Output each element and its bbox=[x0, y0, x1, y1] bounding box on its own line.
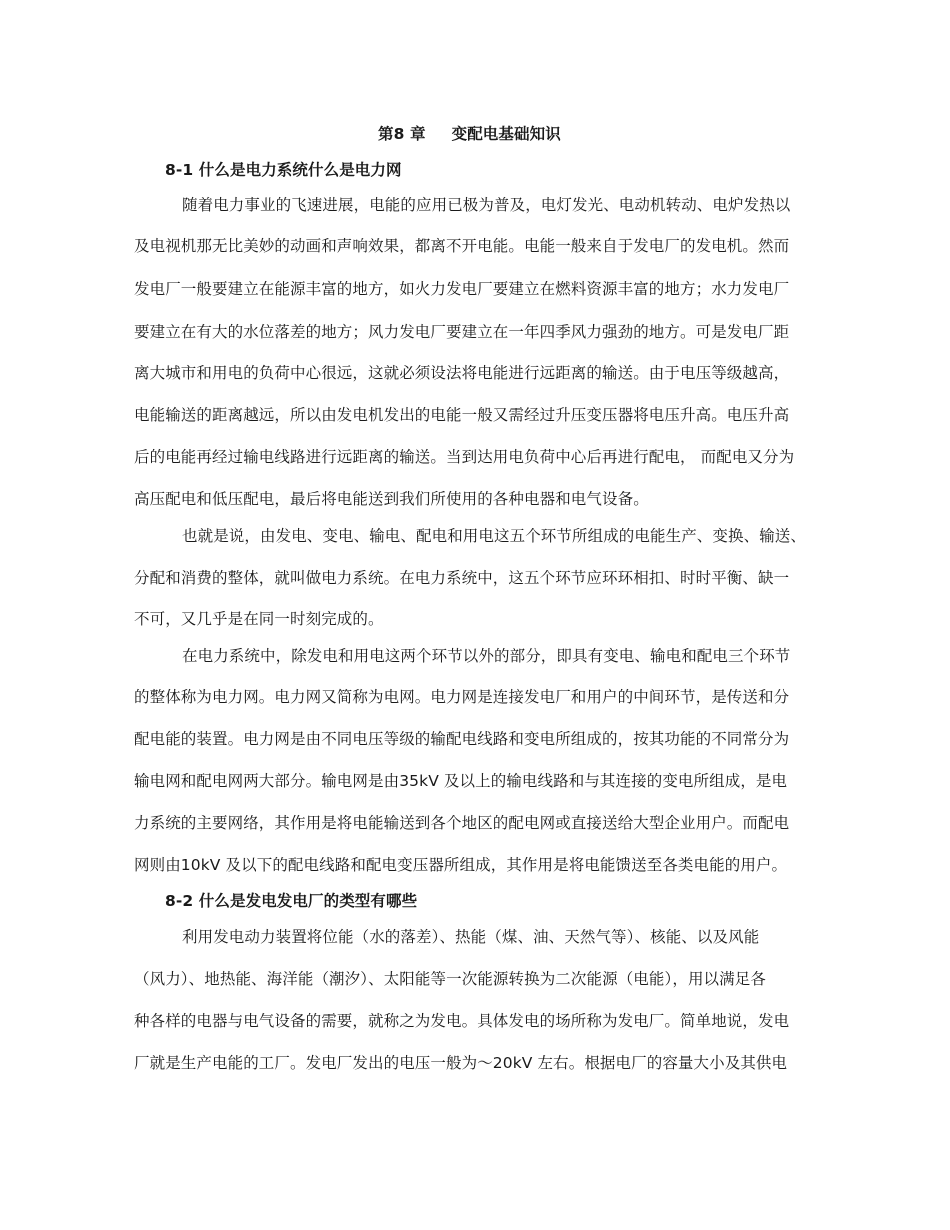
paragraph-line: 在电力系统中，除发电和用电这两个环节以外的部分，即具有变电、输电和配电三个环节 bbox=[182, 647, 791, 665]
paragraph-line: 离大城市和用电的负荷中心很远，这就必须设法将电能进行远距离的输送。由于电压等级越高， bbox=[134, 364, 790, 382]
paragraph-line: 输电网和配电网两大部分。输电网是由35kV 及以上的输电线路和与其连接的变电所组成，是电 bbox=[134, 772, 788, 790]
paragraph-line: （风力）、地热能、海洋能（潮汐）、太阳能等一次能源转换为二次能源（电能），用以满足各 bbox=[134, 970, 766, 988]
paragraph-line: 网则由10kV 及以下的配电线路和配电变压器所组成，其作用是将电能馈送至各类电能的用户。 bbox=[134, 856, 788, 874]
paragraph-line: 也就是说，由发电、变电、输电、配电和用电这五个环节所组成的电能生产、变换、输送、 bbox=[182, 527, 807, 545]
paragraph-line: 配电能的装置。电力网是由不同电压等级的输配电线路和变电所组成的，按其功能的不同常分为 bbox=[134, 730, 790, 748]
paragraph-line: 要建立在有大的水位落差的地方；风力发电厂要建立在一年四季风力强劲的地方。可是发电厂距 bbox=[134, 323, 790, 341]
chapter-title bbox=[378, 124, 561, 144]
paragraph-line: 高压配电和低压配电，最后将电能送到我们所使用的各种电器和电气设备。 bbox=[134, 490, 649, 508]
paragraph-line: 力系统的主要网络，其作用是将电能输送到各个地区的配电网或直接送给大型企业用户。而配电 bbox=[134, 814, 790, 832]
paragraph-line: 发电厂一般要建立在能源丰富的地方，如火力发电厂要建立在燃料资源丰富的地方；水力发电厂 bbox=[134, 280, 790, 298]
paragraph-line: 电能输送的距离越远，所以由发电机发出的电能一般又需经过升压变压器将电压升高。电压升高 bbox=[134, 406, 790, 424]
section-heading: 8-1 什么是电力系统什么是电力网 bbox=[165, 161, 402, 179]
chapter-name: 变配电基础知识 bbox=[451, 125, 561, 143]
section-heading: 8-2 什么是发电发电厂的类型有哪些 bbox=[165, 892, 418, 910]
paragraph-line: 利用发电动力装置将位能（水的落差）、热能（煤、油、天然气等）、核能、以及风能 bbox=[182, 928, 760, 946]
paragraph-line: 不可，又几乎是在同一时刻完成的。 bbox=[134, 610, 384, 628]
paragraph-line: 随着电力事业的飞速进展，电能的应用已极为普及，电灯发光、电动机转动、电炉发热以 bbox=[182, 196, 791, 214]
paragraph-line: 厂就是生产电能的工厂。发电厂发出的电压一般为～20kV 左右。根据电厂的容量大小及其供电 bbox=[134, 1054, 788, 1072]
chapter-number: 第8 章 bbox=[378, 125, 426, 143]
paragraph-line: 种各样的电器与电气设备的需要，就称之为发电。具体发电的场所称为发电厂。简单地说，发电 bbox=[134, 1012, 790, 1030]
paragraph-line: 分配和消费的整体，就叫做电力系统。在电力系统中，这五个环节应环环相扣、时时平衡、缺一 bbox=[134, 569, 790, 587]
paragraph-line: 的整体称为电力网。电力网又简称为电网。电力网是连接发电厂和用户的中间环节，是传送和分 bbox=[134, 688, 790, 706]
paragraph-line: 及电视机那无比美妙的动画和声响效果，都离不开电能。电能一般来自于发电厂的发电机。然而 bbox=[134, 237, 790, 255]
paragraph-line: 后的电能再经过输电线路进行远距离的输送。当到达用电负荷中心后再进行配电， 而配电又分为 bbox=[134, 448, 795, 466]
